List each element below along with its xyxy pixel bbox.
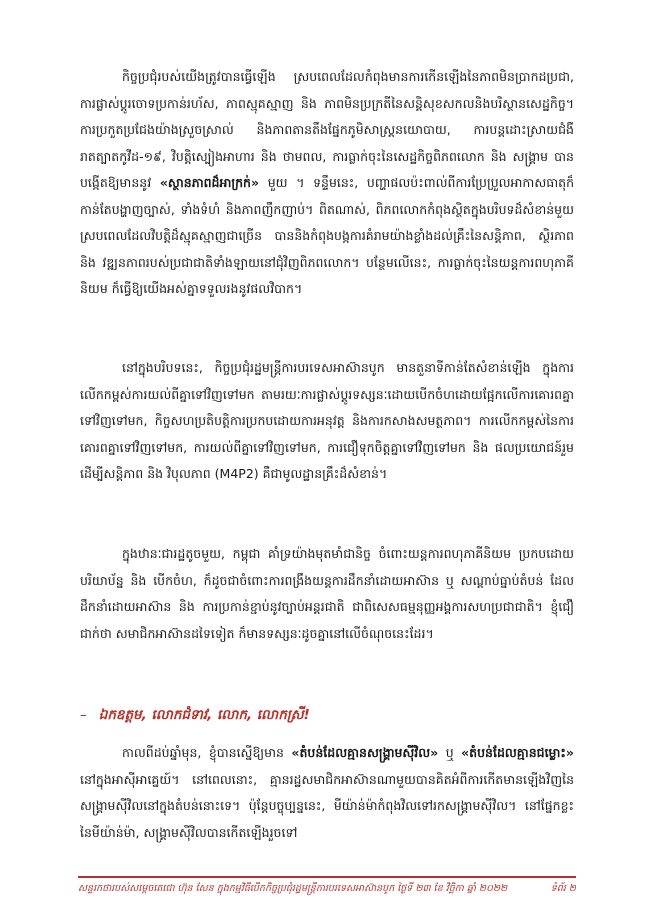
page-footer: [78, 880, 576, 898]
paragraph-4-text-a: កាលពីដប់ឆ្នាំមុន, ខ្ញុំបានស្នើឱ្យមាន: [122, 745, 292, 760]
paragraph-1-text-b: មួយ ។ ទន្ទឹមនេះ, បញ្ហាផលប៉ះពាល់ពីការប្រែប្រួលអាកាសធាតុក៏កាន់តែបង្ហាញច្បាស់, ទាំងទំហំ និងភាពញឹកញាប់។ ពិតណាស់, ពិភពលោកកំពុងស្ថិតក្នុងបរិបទដ៏សំខាន់មួយ ស្របពេលដែលវិបត្តិដ៏ស្មុគស្មាញជាច្រើន បាននិងកំពុងបង្កការគំរាមយ៉ាងខ្លាំងដល់គ្រឹះនៃសន្តិភាព, ស្ថិរភាព និង វឌ្ឍនភាពរបស់ប្រជាជាតិទាំងឡាយនៅជុំវិញពិភពលោក។ បន្ថែមលើនេះ, ការធ្លាក់ចុះនៃយន្តការពហុភាគីនិយម ក៏ធ្វើឱ្យយើងអស់គ្នាទទួលរងនូវផលវិបាក។: [80, 175, 575, 296]
paragraph-3: ក្នុងឋានៈជារដ្ឋតូចមួយ, កម្ពុជា គាំទ្រយ៉ាងមុតមាំជានិច្ច ចំពោះយន្តការពហុភាគីនិយម ប្រកបដោយបរិយាប័ន្ន និង បើកចំហ, ក៏ដូចជាចំពោះការពង្រឹងយន្តការដឹកនាំដោយអាស៊ាន ឬ សណ្តាប់ធ្នាប់តំបន់ ដែលដឹកនាំដោយអាស៊ាន និង ការប្រកាន់ខ្ជាប់នូវច្បាប់អន្តរជាតិ ជាពិសេសធម្មនុញ្ញអង្គការសហប្រជាជាតិ។ ខ្ញុំជឿជាក់ថា សមាជិកអាស៊ានដទៃទៀត ក៏មានទស្សនៈដូចគ្នានៅលើចំណុចនេះដែរ។: [80, 546, 574, 641]
paragraph-1-text-a: កិច្ចប្រជុំរបស់យើងត្រូវបានធ្វើឡើង ស្របពេលដែលកំពុងមានការកើនឡើងនៃភាពមិនប្រាកដប្រជា, ការផ្លាស់ប្តូរចោទប្រកាន់រហ័ស, ភាពស្មុគស្មាញ និង ភាពមិនប្រក្រតីនៃសន្តិសុខសកលនិងបរិស្ថានសេដ្ឋកិច្ច។ ការប្រកួតប្រជែងយ៉ាងស្រួចស្រាល់ និងភាពតានតឹងផ្នែកភូមិសាស្ត្រនយោបាយ, ការបន្តដោះស្រាយជំងឺរាតត្បាតកូវីដ-១៩, វិបត្តិស្បៀងអាហារ និង ថាមពល, ការធ្លាក់ចុះនៃសេដ្ឋកិច្ចពិភពលោក និង សង្គ្រាម បានបង្កើតឱ្យមាននូវ: [80, 69, 574, 190]
footer-divider: [78, 876, 576, 878]
paragraph-4-bold-phrase-2: «តំបន់ដែលគ្មានជម្លោះ»: [461, 745, 574, 760]
paragraph-4-text-b: នៅក្នុងអាស៊ីអាគ្នេយ៍។ នៅពេលនោះ, គ្មានរដ្ឋសមាជិកអាស៊ានណាមួយបានគិតអំពីការកើតមានឡើងវិញនៃសង្គ្រាមស៊ីវិលនៅក្នុងតំបន់នោះទេ។ ប៉ុន្តែបច្ចុប្បន្ននេះ, មីយ៉ាន់ម៉ាកំពុងវិលទៅរកសង្គ្រាមស៊ីវិល។ នៅផ្នែកខ្លះនៃមីយ៉ាន់ម៉ា, សង្គ្រាមស៊ីវិលបានកើតឡើងរួចទៅ: [80, 771, 574, 840]
footer-caption: សន្ទរកថារបស់សម្តេចតេជោ ហ៊ុន សែន ក្នុងកម្មវិធីបើកកិច្ចប្រជុំរដ្ឋមន្ត្រីការបរទេសអាស៊ានបូក ថ្ងៃទី ២៣ ខែ វិច្ឆិកា ឆ្នាំ ២០២២: [78, 883, 508, 894]
paragraph-1-bold-phrase: «ស្ថានភាពដ៏អាក្រក់»: [159, 175, 260, 190]
page-number: ទំព័រ ២: [550, 883, 576, 894]
salutation-dash: –: [80, 707, 87, 723]
paragraph-2: នៅក្នុងបរិបទនេះ, កិច្ចប្រជុំរដ្ឋមន្ត្រីការបរទេសអាស៊ានបូក មានតួនាទីកាន់តែសំខាន់ឡើង ក្នុងការលើកកម្ពស់ការយល់ពីគ្នាទៅវិញទៅមក តាមរយៈការផ្លាស់ប្តូរទស្សនៈដោយបើកចំហដោយផ្អែកលើការគោរពគ្នាទៅវិញទៅមក, កិច្ចសហប្រតិបត្តិការប្រកបដោយការអនុវត្ត និងការកសាងសមត្ថភាព។ ការលើកកម្ពស់នៃការគោរពគ្នាទៅវិញទៅមក, ការយល់ពីគ្នាទៅវិញទៅមក, ការជឿទុកចិត្តគ្នាទៅវិញទៅមក និង ផលប្រយោជន៍រួម ដើម្បីសន្តិភាព និង វិបុលភាព (M4P2) គឺជាមូលដ្ឋានគ្រឹះដ៏សំខាន់។: [80, 360, 574, 481]
section-salutation: [80, 702, 574, 728]
paragraph-4: [80, 740, 574, 846]
paragraph-4-bold-phrase-1: «តំបន់ដែលគ្មានសង្គ្រាមស៊ីវិល»: [291, 745, 439, 760]
paragraph-4-text-mid: ឬ: [438, 745, 462, 760]
salutation-text: ឯកឧត្តម, លោកជំទាវ, លោក, លោកស្រី!: [98, 707, 310, 723]
paragraph-1: [80, 64, 574, 303]
